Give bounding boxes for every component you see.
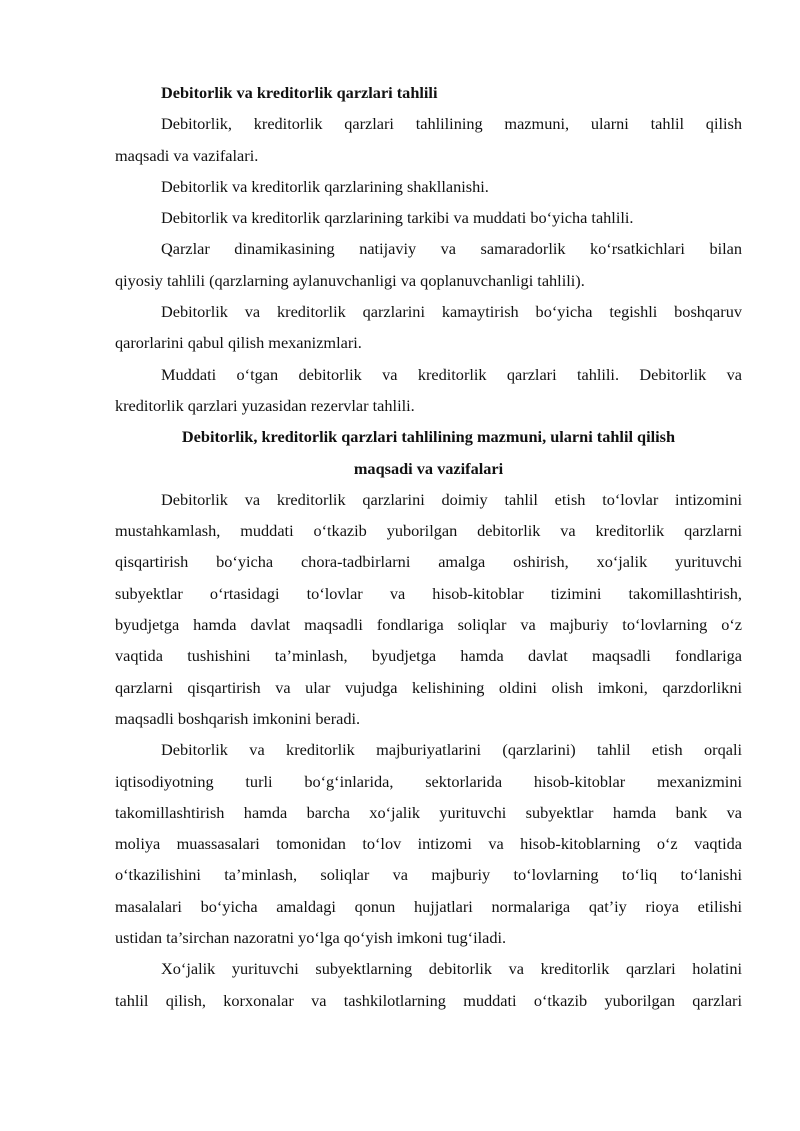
toc-line: Debitorlik va kreditorlik qarzlarining tarkibi va muddati bo‘yicha tahlili. (161, 208, 634, 228)
toc-item-6 (115, 359, 742, 422)
section-heading-line: maqsadi va vazifalari (353, 458, 504, 478)
paragraph-line: moliya muassasalari tomonidan to‘lov intizomi va hisob-kitoblarning o‘z vaqtida (115, 834, 742, 854)
body-paragraph-3 (115, 953, 742, 1016)
toc-item-5 (115, 296, 742, 359)
paragraph-line: Debitorlik va kreditorlik qarzlarini doimiy tahlil etish to‘lovlar intizomini (161, 489, 742, 509)
document-content (115, 77, 742, 1016)
paragraph-line: qarzlarni qisqartirish va ular vujudga kelishining oldini olish imkoni, qarzdorlikni (115, 677, 742, 697)
document-title: Debitorlik va kreditorlik qarzlari tahlili (161, 83, 438, 102)
toc-line: qiyosiy tahlili (qarzlarning aylanuvchanligi va qoplanuvchanligi tahlili). (115, 270, 585, 290)
toc-line: Qarzlar dinamikasining natijaviy va samaradorlik ko‘rsatkichlari bilan (161, 239, 742, 259)
paragraph-line: tahlil qilish, korxonalar va tashkilotlarning muddati o‘tkazib yuborilgan qarzlari (115, 990, 742, 1010)
paragraph-line: qisqartirish bo‘yicha chora-tadbirlarni amalga oshirish, xo‘jalik yurituvchi (115, 552, 742, 572)
paragraph-line: subyektlar o‘rtasidagi to‘lovlar va hisob-kitoblar tizimini takomillashtirish, (115, 583, 742, 603)
toc-line: maqsadi va vazifalari. (115, 145, 259, 165)
toc-item-2 (115, 171, 742, 202)
paragraph-line: Xo‘jalik yurituvchi subyektlarning debitorlik va kreditorlik qarzlari holatini (161, 959, 742, 979)
paragraph-line: masalalari bo‘yicha amaldagi qonun hujjatlari normalariga qat’iy rioya etilishi (115, 896, 742, 916)
toc-line: qarorlarini qabul qilish mexanizmlari. (115, 333, 362, 353)
toc-item-1 (115, 108, 742, 171)
paragraph-line: vaqtida tushishini ta’minlash, byudjetga hamda davlat maqsadli fondlariga (115, 646, 742, 666)
toc-line: Debitorlik va kreditorlik qarzlarini kamaytirish bo‘yicha tegishli boshqaruv (161, 302, 742, 322)
paragraph-line: maqsadli boshqarish imkonini beradi. (115, 708, 361, 728)
toc-line: kreditorlik qarzlari yuzasidan rezervlar tahlili. (115, 395, 415, 415)
paragraph-line: takomillashtirish hamda barcha xo‘jalik yurituvchi subyektlar hamda bank va (115, 802, 742, 822)
paragraph-line: mustahkamlash, muddati o‘tkazib yuborilgan debitorlik va kreditorlik qarzlarni (115, 521, 742, 541)
paragraph-line: Debitorlik va kreditorlik majburiyatlarini (qarzlarini) tahlil etish orqali (161, 740, 742, 760)
toc-line: Debitorlik va kreditorlik qarzlarining shakllanishi. (161, 176, 489, 196)
paragraph-line: iqtisodiyotning turli bo‘g‘inlarida, sektorlarida hisob-kitoblar mexanizmini (115, 771, 742, 791)
toc-line: Debitorlik, kreditorlik qarzlari tahlilining mazmuni, ularni tahlil qilish (161, 114, 742, 134)
paragraph-line: ustidan ta’sirchan nazoratni yo‘lga qo‘yish imkoni tug‘iladi. (115, 928, 507, 948)
toc-item-3 (115, 202, 742, 233)
toc-line: Muddati o‘tgan debitorlik va kreditorlik qarzlari tahlili. Debitorlik va (161, 364, 742, 384)
section-heading-line: Debitorlik, kreditorlik qarzlari tahlilining mazmuni, ularni tahlil qilish (181, 427, 676, 447)
body-paragraph-2 (115, 734, 742, 953)
paragraph-line: o‘tkazilishini ta’minlash, soliqlar va majburiy to‘lovlarning to‘liq to‘lanishi (115, 865, 742, 885)
section-heading (115, 421, 742, 484)
paragraph-line: byudjetga hamda davlat maqsadli fondlariga soliqlar va majburiy to‘lovlarning o‘z (115, 615, 742, 635)
body-paragraph-1 (115, 484, 742, 734)
toc-item-4 (115, 233, 742, 296)
